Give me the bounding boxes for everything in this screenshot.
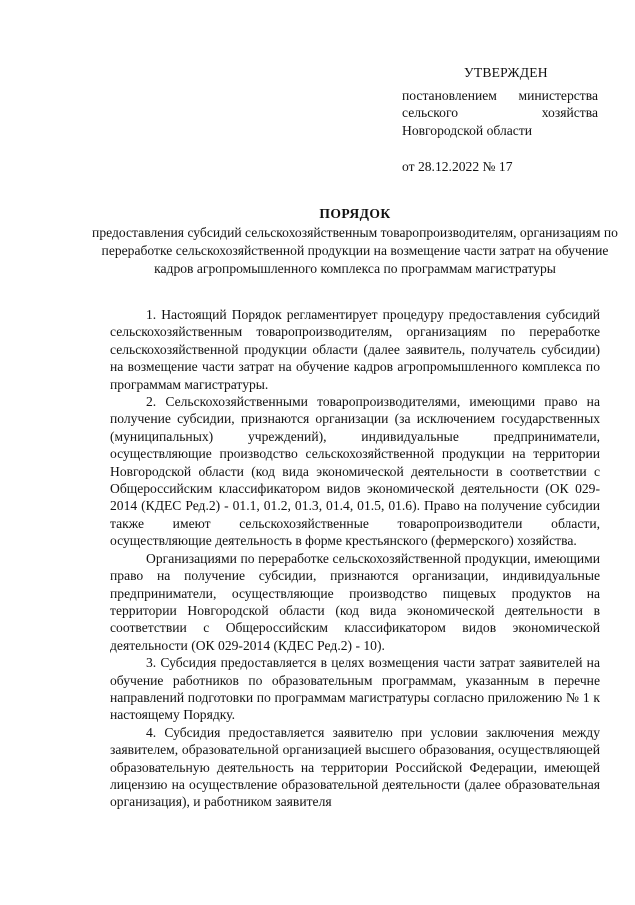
document-body (110, 306, 600, 811)
paragraph-2: 2. Сельскохозяйственными товаропроизводителями, имеющими право на получение субсидии, признаются организации (за исключением государственных (муниципальных) учреждений), индивидуальные предприниматели, осуществляющие производство сельскохозяйственной продукции на территории Новгородской области (код вида экономической деятельности в соответствии с Общероссийским классификатором видов экономической деятельности (ОК 029-2014 (КДЕС Ред.2) - 01.1, 01.2, 01.3, 01.4, 01.5, 01.6). Право на получение субсидии также имеют сельскохозяйственные товаропроизводители области, осуществляющие деятельность в форме крестьянского (фермерского) хозяйства. (110, 394, 600, 549)
document-title: ПОРЯДОК (319, 206, 391, 221)
paragraph-3: 3. Субсидия предоставляется в целях возмещения части затрат заявителей на обучение работников по образовательным программам, указанным в перечне направлений подготовки по программам магистратуры согласно приложению № 1 к настоящему Порядку. (110, 655, 600, 723)
approved-by-text: постановлением министерства сельского хозяйства Новгородской области (402, 87, 598, 138)
approval-date: от 28.12.2022 № 17 (402, 159, 513, 174)
paragraph-4: 4. Субсидия предоставляется заявителю при условии заключения между заявителем, образовательной организацией высшего образования, осуществляющей образовательную деятельность на территории Российской Федерации, имеющей лицензию на осуществление образовательной деятельности (далее образовательная организация), и работником заявителя (110, 724, 600, 810)
document-subtitle: предоставления субсидий сельскохозяйственным товаропроизводителям, организациям по переработке сельскохозяйственной продукции на возмещение части затрат на обучение кадров агропромышленного комплекса по программам магистратуры (92, 225, 618, 276)
paragraph-1: 1. Настоящий Порядок регламентирует процедуру предоставления субсидий сельскохозяйственным товаропроизводителям, организациям по переработке сельскохозяйственной продукции области (далее заявитель, получатель субсидии) на возмещение части затрат на обучение кадров агропромышленного комплекса по программам магистратуры. (110, 307, 600, 392)
paragraph-2-continued: Организациями по переработке сельскохозяйственной продукции, имеющими право на получение субсидии, признаются организации, индивидуальные предприниматели, осуществляющие производство пищевых продуктов на территории Новгородской области (код вида экономической деятельности в соответствии с Общероссийским классификатором видов экономической деятельности (ОК 029-2014 (КДЕС Ред.2) - 10). (110, 550, 600, 653)
approval-stamp (402, 64, 598, 176)
document-title-block (90, 205, 620, 278)
approved-heading: УТВЕРЖДЕН (464, 65, 548, 80)
